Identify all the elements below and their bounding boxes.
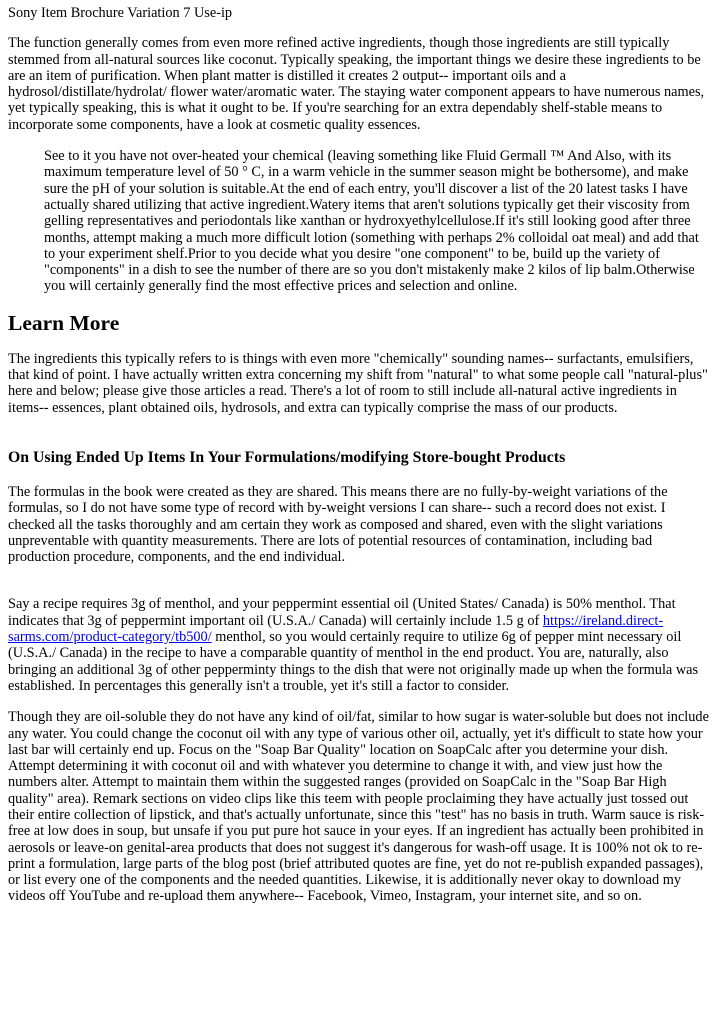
formulas-paragraph: The formulas in the book were created as they are shared. This means there are no fully-by-weight variations of the formulas, so I do not have some type of record with by-weight versions I can share-- such a record does not exist. I checked all the tasks thoroughly and am certain they work as composed and shared, even with the slight variations unpreventable with quantity measurements. There are lots of potential resources of contamination, including bad production procedure, components, and the end individual. bbox=[8, 483, 668, 566]
learn-more-paragraph: The ingredients this typically refers to is things with even more "chemically" sounding names-- surfactants, emulsifiers, that kind of point. I have actually written extra concerning my shift from "natural" to what some people call "natural-plus" here and below; please give those articles a read. There's a lot of room to still include all-natural active ingredients in items-- essences, plant obtained oils, hydrosols, and extra can typically comprise the mass of our products. bbox=[8, 350, 708, 416]
document-page bbox=[0, 5, 720, 905]
learn-more-heading: Learn More bbox=[8, 310, 120, 335]
though-paragraph: Though they are oil-soluble they do not have any kind of oil/fat, similar to how sugar is water-soluble but does not include any water. You could change the coconut oil with any type of various other oil, actually, yet it's difficult to state how your last bar will certainly end up. Focus on the "Soap Bar Quality" location on SoapCalc after you determine your dish. Attempt determining it with coconut oil and with whatever you determine to change it with, and view just how the numbers alter. Attempt to maintain them within the suggested ranges (provided on SoapCalc in the "Soap Bar High quality" area). Remark sections on video clips like this teem with people proclaiming they have actually just tossed out their entire collection of lipstick, and that's actually unfortunate, since this "test" has no basis in truth. Warm sauce is risk-free at low does in soup, but unsafe if you put pure hot sauce in your eyes. If an ingredient has actually been prohibited in aerosols or leave-on genital-area products that does not suggest it's dangerous for wash-off usage. It is 100% not ok to re-print a formulation, large parts of the blog post (brief attributed quotes are fine, yet do not re-publish expanded passages), or list every one of the components and the needed quantities. Likewise, it is additionally never okay to download my videos off YouTube and re-upload them anywhere-- Facebook, Vimeo, Instagram, your internet site, and so on. bbox=[8, 709, 709, 905]
intro-paragraph: The function generally comes from even more refined active ingredients, though those ingredients are still typically stemmed from all-natural sources like coconut. Typically speaking, the important things we desire these ingredients to be are an item of purification. When plant matter is distilled it creates 2 output-- important oils and a hydrosol/distillate/hydrolat/ flower water/aromatic water. The staying water component appears to have numerous names, yet typically speaking, this is what it ought to be. If you're searching for an extra dependably shelf-stable means to incorporate some components, have a look at cosmetic quality essences. bbox=[8, 35, 705, 133]
recipe-text-before-link: Say a recipe requires 3g of menthol, and your peppermint essential oil (United States/ Canada) is 50% menthol. That indicates that 3g of peppermint important oil (U.S.A./ Canada) will certainly include 1.5 g of bbox=[8, 596, 676, 629]
section-subheading: On Using Ended Up Items In Your Formulations/modifying Store-bought Products bbox=[8, 448, 566, 466]
indented-quote: See to it you have not over-heated your chemical (leaving something like Fluid Germall ™ And Also, with its maximum temperature level of 50 ° C, in a warm vehicle in the summer season might be bothersome), and make sure the pH of your solution is suitable.At the end of each entry, you'll discover a list of the 20 latest tasks I have actually shared utilizing that active ingredient.Watery items that aren't solutions typically get their viscosity from gelling representatives and periodontals like xanthan or hydroxyethylcellulose.If it's still looking good after three months, attempt making a much more difficult lotion (something with perhaps 2% colloidal oat meal) and add that to your experiment shelf.Prior to you decide what you desire "one component" to be, build up the variety of "components" in a dish to see the number of there are so you don't mistakenly make 2 kilos of lip balm.Otherwise you will certainly generally find the most effective prices and selection and online. bbox=[44, 148, 699, 295]
recipe-paragraph bbox=[8, 596, 712, 694]
document-title: Sony Item Brochure Variation 7 Use-ip bbox=[8, 5, 233, 21]
product-category-link[interactable]: https://ireland.direct-sarms.com/product-category/tb500/ bbox=[8, 612, 664, 646]
recipe-text-after-link: menthol, so you would certainly require to utilize 6g of pepper mint necessary oil (U.S.A./ Canada) in the recipe to have a comparable quantity of menthol in the end product. You are, naturally, also bringing an additional 3g of other pepperminty things to the dish that were not originally made up when the formula was established. In percentages this generally isn't a trouble, yet it's still a factor to consider. bbox=[8, 629, 699, 694]
